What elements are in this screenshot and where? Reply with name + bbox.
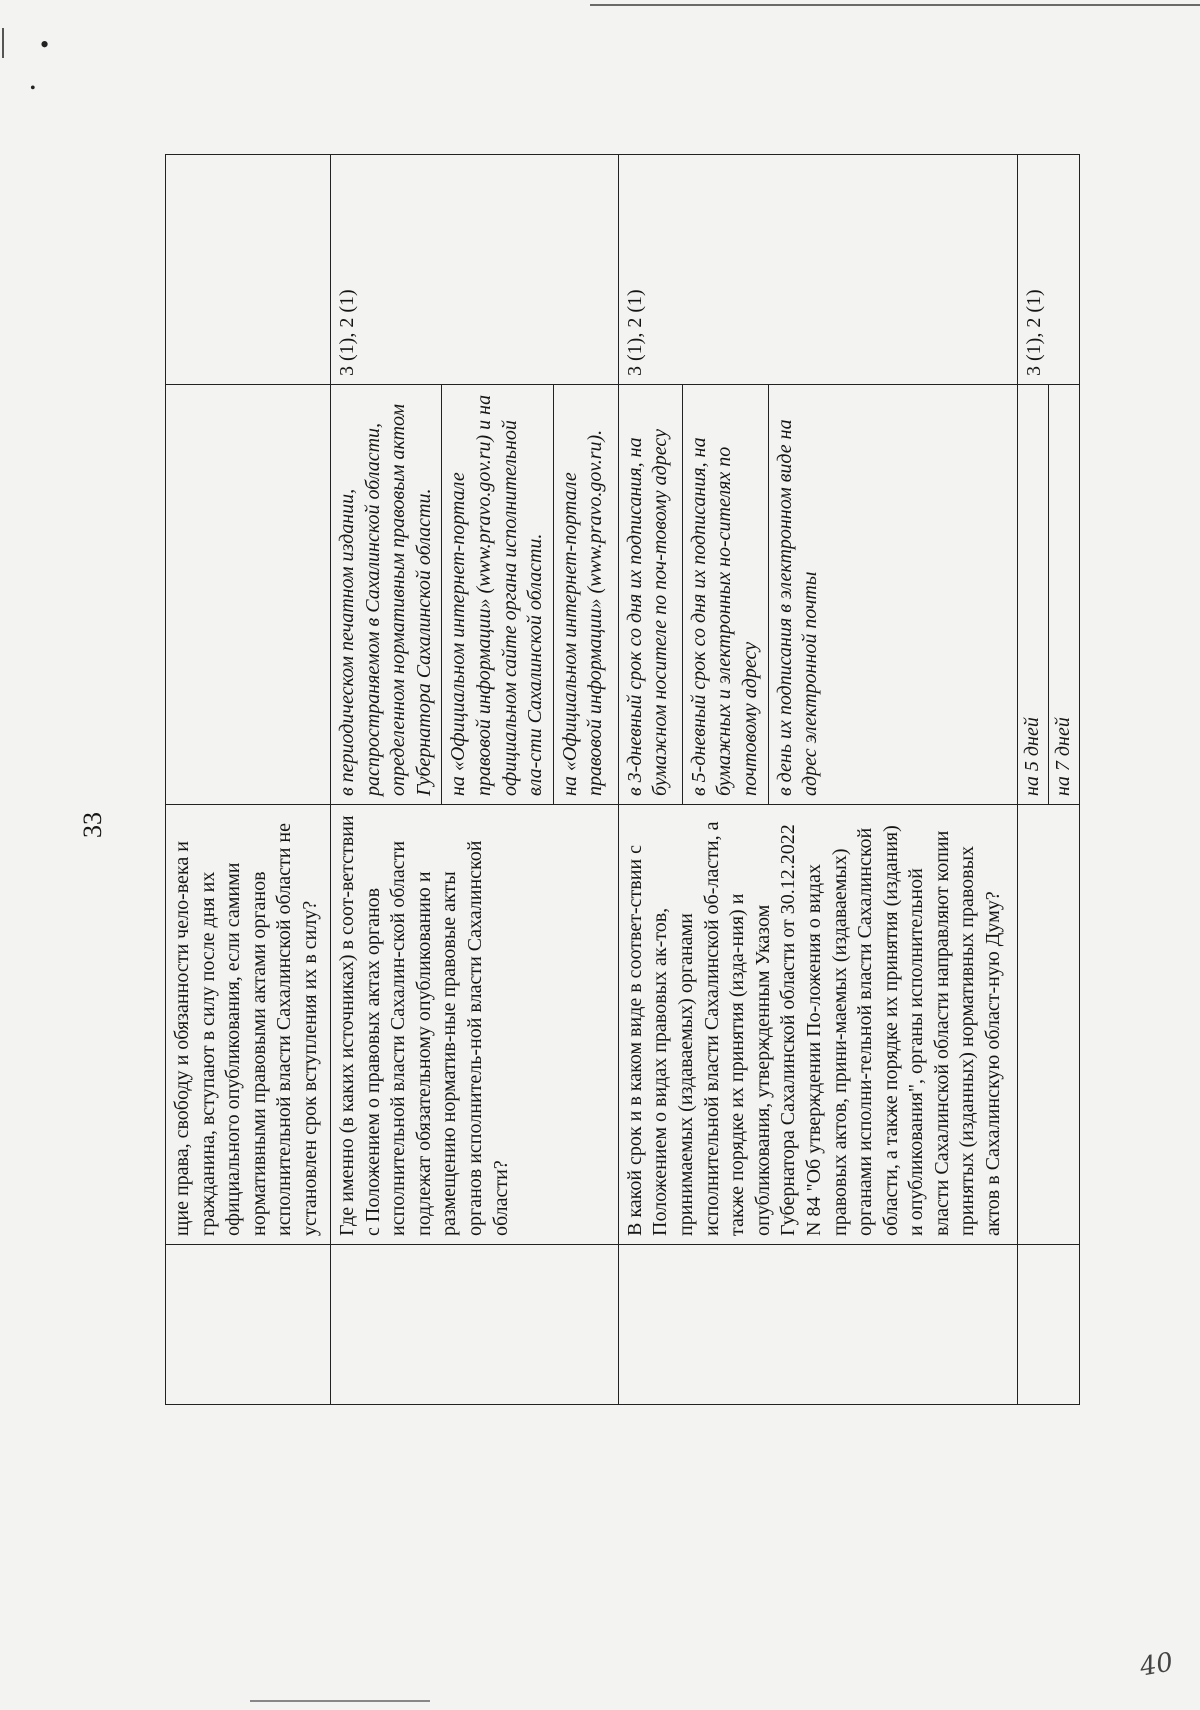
row-number-cell [618,1245,1017,1405]
answer-text: в 3-дневный срок со дня их подписания, на бумажном носителе по поч-товому адресу [623,429,672,796]
table-row [166,155,331,1405]
row-number-cell [331,1245,619,1405]
question-cell [1017,805,1079,1245]
question-cell [618,805,1017,1245]
answer-text: на 7 дней [1051,717,1074,796]
answer-option [331,385,442,805]
scan-speck: • [30,80,36,97]
answer-text: на 5 дней [1020,717,1043,796]
answer-text: в 5-дневный срок со дня их подписания, на бумажных и электронных но-сителях по почтовому адресу [687,437,761,796]
table-row [331,155,442,1405]
handwritten-page-mark: 40 [1137,1647,1176,1683]
answer-option [553,385,618,805]
answer-option [768,385,1017,805]
answer-text: на «Официальном интернет-портале правовой информации» (www.pravo.gov.ru) и на официальном сайте органа исполнительной вла-сти Сахалинской области. [447,394,547,796]
code-text: 3 (1), 2 (1) [1022,289,1045,376]
answer-option [618,385,682,805]
scan-speck: • [40,30,50,59]
code-cell [166,155,331,385]
code-text: 3 (1), 2 (1) [336,289,358,376]
answer-option [442,385,553,805]
answer-text: в день их подписания в электронном виде на адрес электронной почты [773,419,822,796]
code-cell [1017,155,1079,385]
page-number: 33 [78,812,107,838]
table-row [618,155,682,1405]
question-text: щие права, свободу и обязанности чело-века и гражданина, вступают в силу после дня их официального опубликования, если самими нормативными правовыми актами органов исполнительной власти Сахалинской области не установлен срок вступления их в силу? [171,823,321,1236]
scan-edge-line [590,4,1200,6]
code-cell [331,155,619,385]
code-text: 3 (1), 2 (1) [623,289,646,376]
answer-option [1048,385,1079,805]
row-number-cell [166,1245,331,1405]
code-cell [618,155,1017,385]
table-row [1017,155,1048,1405]
answers-cell [166,385,331,805]
row-number-cell [1017,1245,1079,1405]
question-cell [331,805,619,1245]
question-text: В какой срок и в каком виде в соответ-ствии с Положением о видах правовых ак-тов, принимаемых (издаваемых) органами исполнительной власти Сахалинской об-ласти, а также порядке их принятия (изда-ния) и опубликования, утвержденным Указом Губернатора Сахалинской области от 30.12.2022 N 84 "Об утверждении По-ложения о видах правовых актов, прини-маемых (издаваемых) органами исполни-тельной власти Сахалинской области, а также порядке их принятия (издания) и опубликования", органы исполнительной власти Сахалинской области направляют копии принятых (изданных) нормативных правовых актов в Сахалинскую област-ную Думу? [623,821,1005,1236]
scan-bottom-line [250,1700,430,1702]
question-cell [166,805,331,1245]
rotated-table-container [165,155,1095,1405]
answer-text: в периодическом печатном издании, распространяемом в Сахалинской области, определенном нормативным правовым актом Губернатора Сахалинской области. [336,403,435,796]
answer-option [1017,385,1048,805]
questions-table [165,154,1080,1405]
scan-edge-mark [2,28,4,58]
answer-option [682,385,768,805]
answer-text: на «Официальном интернет-портале правовой информации» (www.pravo.gov.ru). [558,429,607,796]
question-text: Где именно (в каких источниках) в соот-ветствии с Положением о правовых актах органов исполнительной власти Сахалин-ской области подлежат обязательному опубликованию и размещению норматив-ные правовые акты органов исполнитель-ной власти Сахалинской области? [336,815,512,1236]
